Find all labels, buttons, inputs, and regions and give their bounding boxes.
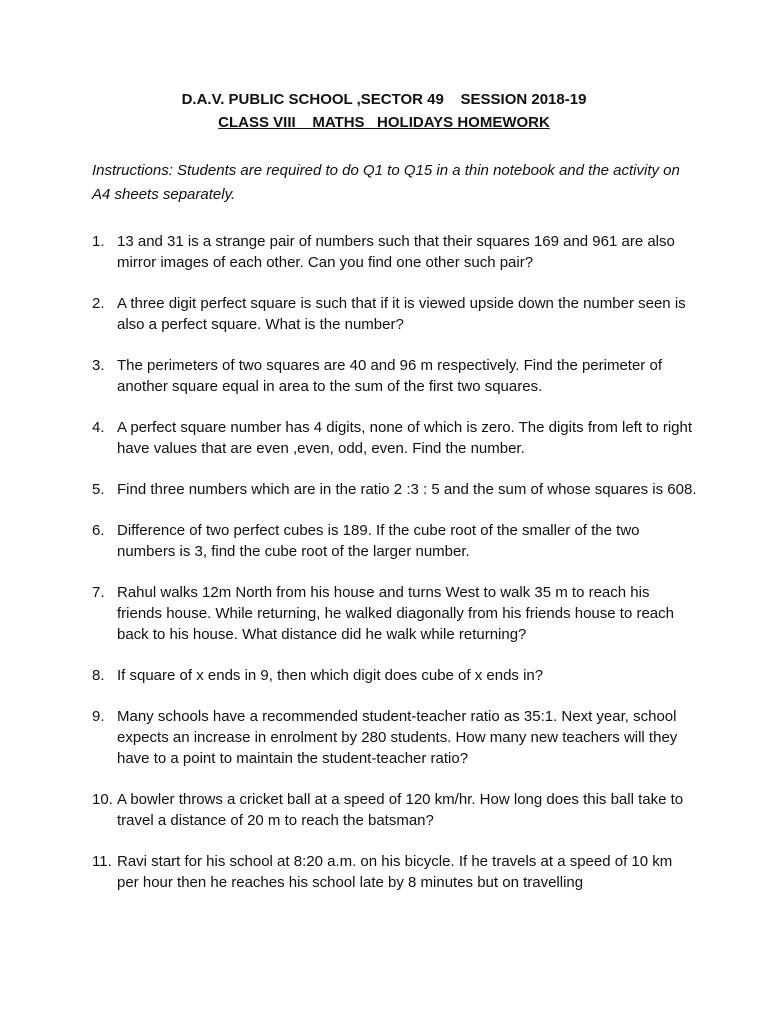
question-text: A three digit perfect square is such that if it is viewed upside down the number seen is also a perfect square. What is the number?	[117, 295, 686, 333]
question-text: 13 and 31 is a strange pair of numbers such that their squares 169 and 961 are also mirror images of each other. Can you find one other such pair?	[117, 233, 675, 271]
question-text: Rahul walks 12m North from his house and turns West to walk 35 m to reach his friends house. While returning, he walked diagonally from his friends house to reach back to his house. What distance did he walk while returning?	[117, 584, 674, 643]
question-item	[92, 293, 698, 335]
question-text: If square of x ends in 9, then which digit does cube of x ends in?	[117, 667, 544, 684]
question-item	[92, 417, 698, 459]
question-number: 1.	[92, 233, 105, 250]
question-item	[92, 582, 698, 645]
question-text: Ravi start for his school at 8:20 a.m. on his bicycle. If he travels at a speed of 10 km per hour then he reaches his school late by 8 minutes but on travelling	[117, 853, 673, 891]
question-text: Difference of two perfect cubes is 189. If the cube root of the smaller of the two numbers is 3, find the cube root of the larger number.	[117, 522, 640, 560]
question-number: 11.	[92, 853, 112, 870]
question-number: 10.	[92, 791, 113, 808]
question-number: 9.	[92, 708, 105, 725]
question-text: A bowler throws a cricket ball at a speed of 120 km/hr. How long does this ball take to travel a distance of 20 m to reach the batsman?	[117, 791, 684, 829]
question-item	[92, 520, 698, 562]
question-item	[92, 789, 698, 831]
question-list	[92, 231, 698, 913]
question-number: 3.	[92, 357, 105, 374]
question-number: 5.	[92, 481, 105, 498]
question-number: 6.	[92, 522, 105, 539]
question-text: A perfect square number has 4 digits, none of which is zero. The digits from left to right have values that are even ,even, odd, even. Find the number.	[117, 419, 693, 457]
question-item	[92, 851, 698, 893]
question-text: The perimeters of two squares are 40 and 96 m respectively. Find the perimeter of another square equal in area to the sum of the first two squares.	[117, 357, 662, 395]
question-item	[92, 665, 698, 686]
school-session-heading: D.A.V. PUBLIC SCHOOL ,SECTOR 49 SESSION 2018-19	[181, 91, 587, 108]
question-item	[92, 231, 698, 273]
question-text: Find three numbers which are in the ratio 2 :3 : 5 and the sum of whose squares is 608.	[117, 481, 697, 498]
question-number: 8.	[92, 667, 105, 684]
question-text: Many schools have a recommended student-teacher ratio as 35:1. Next year, school expects an increase in enrolment by 280 students. How many new teachers will they have to a point to maintain the student-teacher ratio?	[117, 708, 678, 767]
question-item	[92, 706, 698, 769]
question-number: 2.	[92, 295, 105, 312]
question-item	[92, 479, 698, 500]
class-subject-heading: CLASS VIII MATHS HOLIDAYS HOMEWORK	[218, 114, 550, 131]
question-number: 7.	[92, 584, 105, 601]
question-number: 4.	[92, 419, 105, 436]
question-item	[92, 355, 698, 397]
instructions-text: Instructions: Students are required to do Q1 to Q15 in a thin notebook and the activity on A4 sheets separately.	[92, 162, 680, 203]
